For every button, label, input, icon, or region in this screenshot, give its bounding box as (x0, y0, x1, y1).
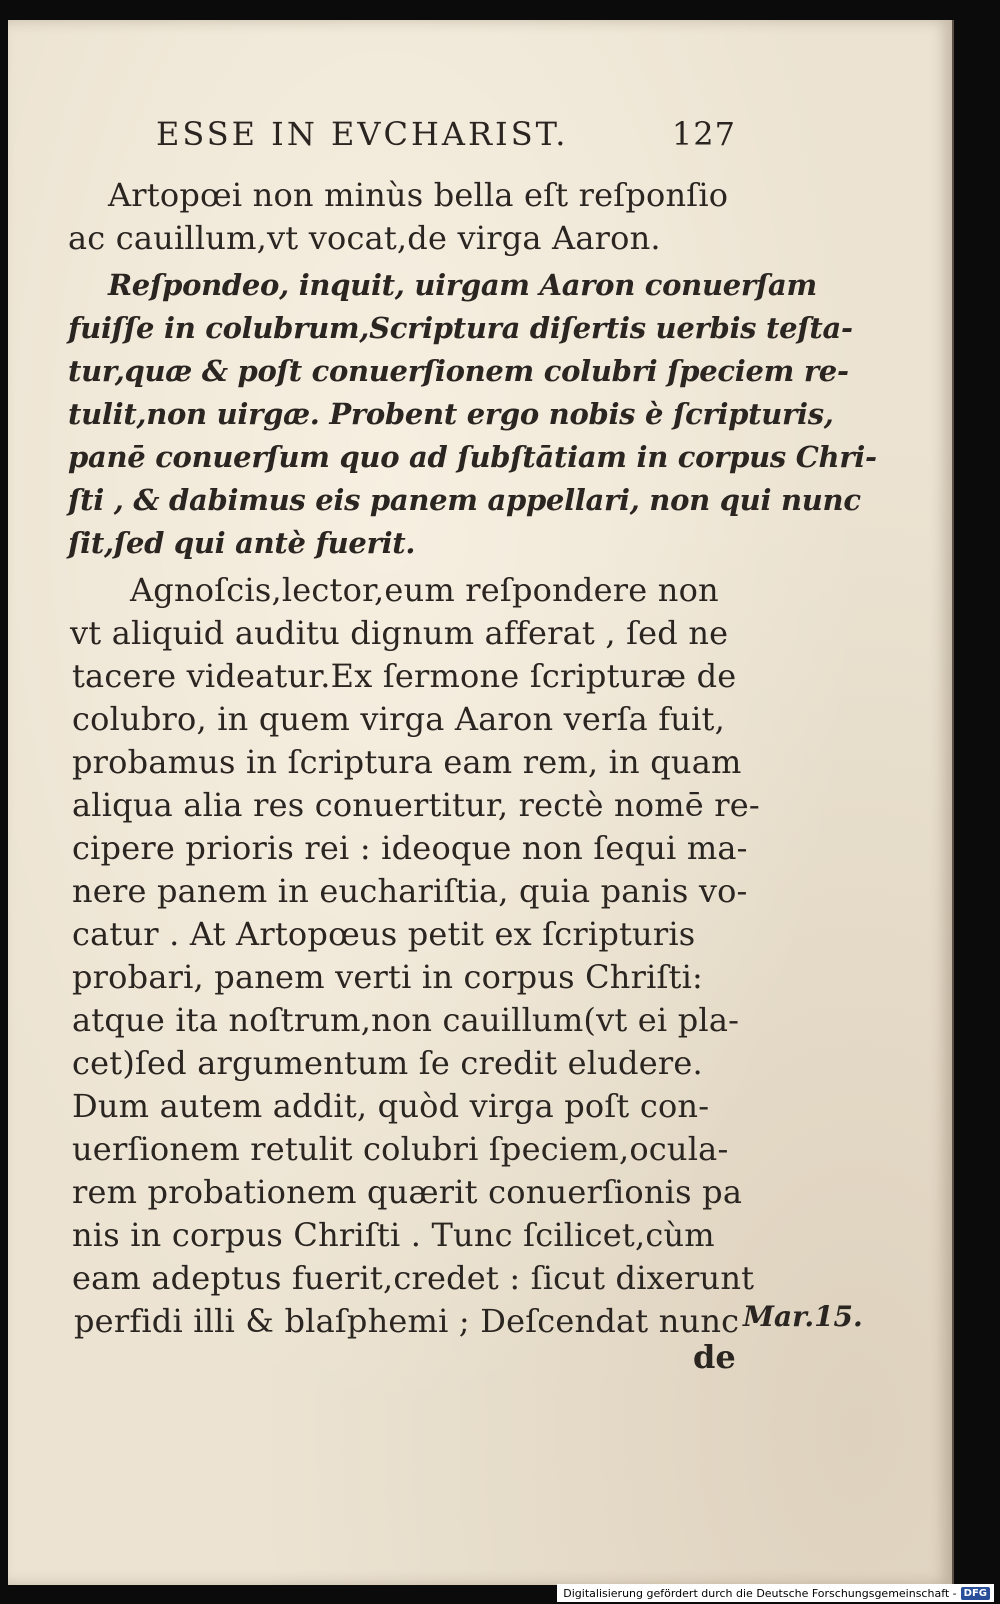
text-line: ſit,ſed qui antè fuerit. (68, 526, 416, 560)
text-line: tulit,non uirgæ. Probent ergo nobis è ſcripturis, (68, 397, 834, 431)
text-line: Artopœi non minùs bella eſt reſponſio (108, 176, 729, 214)
text-line: eam adeptus fuerit,credet : ſicut dixerunt (72, 1259, 755, 1297)
book-page (8, 20, 954, 1585)
text-line: nere panem in euchariſtia, quia panis vo- (72, 872, 748, 910)
text-line: perfidi illi & blaſphemi ; Deſcendat nunc (74, 1302, 740, 1340)
text-line: ſti , & dabimus eis panem appellari, non qui nunc (68, 483, 861, 517)
text-line: probamus in ſcriptura eam rem, in quam (72, 743, 742, 781)
catchword: de (693, 1338, 736, 1376)
text-line: Reſpondeo, inquit, uirgam Aaron conuerſam (108, 268, 817, 302)
text-line: cet)ſed argumentum ſe credit eludere. (72, 1044, 703, 1082)
text-line: panē conuerſum quo ad ſubſtātiam in corpus Chri- (68, 440, 877, 474)
text-line: vt aliquid auditu dignum afferat , ſed ne (70, 614, 729, 652)
text-line: ac cauillum,vt vocat,de virga Aaron. (68, 219, 661, 257)
text-line: atque ita noſtrum,non cauillum(vt ei pla- (72, 1001, 740, 1039)
text-line: Dum autem addit, quòd virga poſt con- (72, 1087, 710, 1125)
text-line: probari, panem verti in corpus Chriſti: (72, 958, 704, 996)
footer-credit: Digitalisierung gefördert durch die Deutsche Forschungsgemeinschaft - (563, 1586, 957, 1600)
text-line: aliqua alia res conuertitur, rectè nomē re- (72, 786, 760, 824)
digitization-footer (557, 1584, 994, 1602)
margin-note: Mar.15. (743, 1300, 863, 1333)
text-line: tacere videatur.Ex ſermone ſcripturæ de (72, 657, 737, 695)
dfg-logo: DFG (961, 1587, 990, 1600)
text-line: rem probationem quærit conuerſionis pa (72, 1173, 743, 1211)
text-line: nis in corpus Chriſti . Tunc ſcilicet,cùm (72, 1216, 715, 1254)
page-number: 127 (671, 115, 736, 153)
text-line: colubro, in quem virga Aaron verſa fuit, (72, 700, 725, 738)
running-title: ESSE IN EVCHARIST. (156, 115, 569, 153)
text-line: tur,quæ & poſt conuerſionem colubri ſpeciem re- (68, 354, 849, 388)
text-line: cipere prioris rei : ideoque non ſequi ma- (72, 829, 748, 867)
text-line: catur . At Artopœus petit ex ſcripturis (72, 915, 696, 953)
text-line: uerſionem retulit colubri ſpeciem,ocula- (72, 1130, 729, 1168)
text-line: Agnoſcis,lector,eum reſpondere non (130, 571, 719, 609)
text-line: fuiſſe in colubrum,Scriptura diſertis uerbis teſta- (68, 311, 853, 345)
